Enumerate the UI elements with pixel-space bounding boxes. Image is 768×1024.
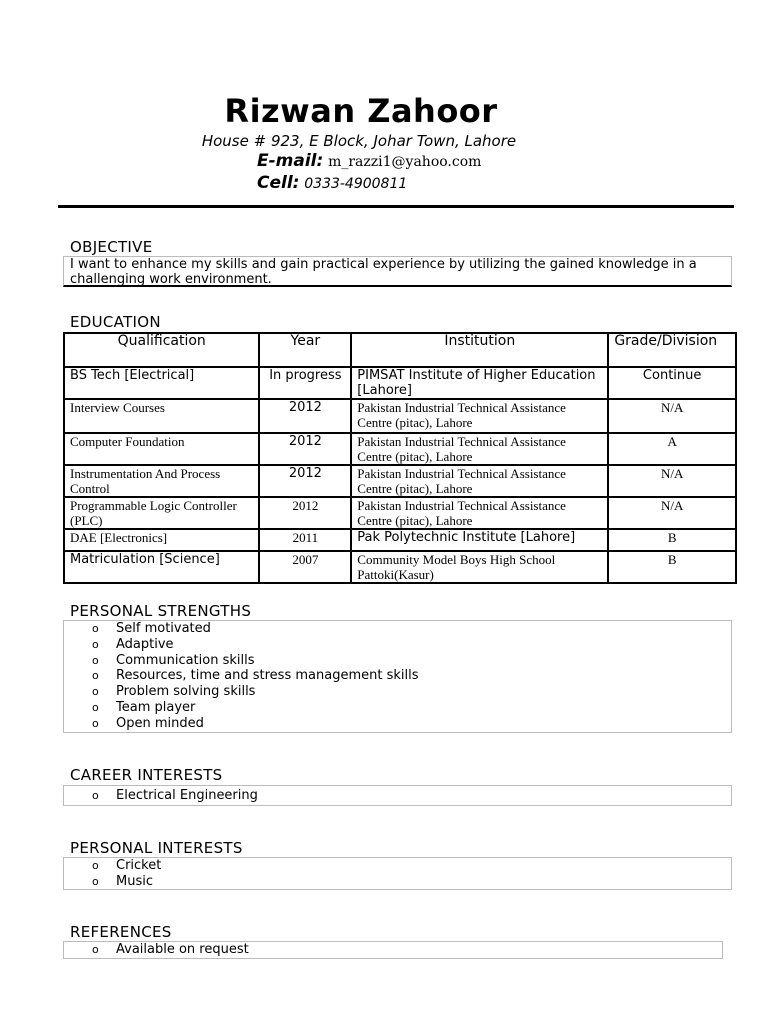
table-row: [64, 497, 736, 529]
list-item-text: Team player: [116, 699, 196, 715]
qualification-cell: Computer Foundation: [64, 433, 259, 465]
career-list: [64, 788, 731, 804]
institution-cell: Pakistan Industrial Technical Assistance Centre (pitac), Lahore: [351, 399, 608, 433]
cell-value: 0333-4900811: [304, 176, 408, 192]
bullet-icon: o: [92, 622, 99, 635]
year-cell: In progress: [259, 367, 351, 399]
column-header-grade: Grade/Division: [608, 333, 736, 367]
education-table: [63, 332, 737, 584]
grade-cell: N/A: [608, 497, 736, 529]
strengths-box: [63, 620, 732, 733]
list-item-text: Self motivated: [116, 621, 211, 636]
list-item: [64, 858, 731, 874]
strengths-heading: PERSONAL STRENGTHS: [70, 602, 252, 620]
institution-cell: Community Model Boys High School Pattoki(Kasur): [351, 551, 608, 583]
objective-heading: OBJECTIVE: [70, 238, 153, 256]
grade-cell: N/A: [608, 399, 736, 433]
year-cell: 2012: [259, 399, 351, 433]
bullet-icon: o: [92, 943, 99, 956]
list-item: [64, 700, 731, 716]
list-item: [64, 788, 731, 804]
list-item: [64, 637, 731, 653]
cell-line: [257, 173, 407, 193]
list-item-text: Electrical Engineering: [116, 788, 258, 803]
table-row: [64, 367, 736, 399]
education-header-row: [64, 333, 736, 367]
institution-cell: PIMSAT Institute of Higher Education [Lahore]: [351, 367, 608, 399]
list-item-text: Music: [116, 873, 153, 889]
institution-cell: Pakistan Industrial Technical Assistance Centre (pitac), Lahore: [351, 465, 608, 497]
list-item: [64, 621, 731, 637]
list-item: [64, 716, 731, 732]
career-heading: CAREER INTERESTS: [70, 766, 223, 784]
bullet-icon: o: [92, 685, 99, 699]
table-row: [64, 399, 736, 433]
personal-interests-box: [63, 857, 732, 890]
institution-cell: Pak Polytechnic Institute [Lahore]: [351, 529, 608, 551]
personal-interests-heading: PERSONAL INTERESTS: [70, 839, 243, 857]
bullet-icon: o: [92, 637, 99, 651]
list-item: [64, 668, 731, 684]
bullet-icon: o: [92, 859, 99, 872]
qualification-cell: DAE [Electronics]: [64, 529, 259, 551]
column-header-institution: Institution: [351, 333, 608, 367]
bullet-icon: o: [92, 789, 99, 802]
personal-interests-list: [64, 858, 731, 890]
grade-cell: Continue: [608, 367, 736, 399]
education-heading: EDUCATION: [70, 313, 161, 331]
objective-box: [63, 256, 732, 287]
year-cell: 2007: [259, 551, 351, 583]
grade-cell: B: [608, 529, 736, 551]
list-item: [64, 874, 731, 890]
institution-cell: Pakistan Industrial Technical Assistance Centre (pitac), Lahore: [351, 497, 608, 529]
references-list: [64, 942, 722, 958]
qualification-cell: Interview Courses: [64, 399, 259, 433]
cell-label: Cell:: [257, 173, 300, 193]
grade-cell: A: [608, 433, 736, 465]
address-line: House # 923, E Block, Johar Town, Lahore: [201, 132, 517, 150]
objective-text: I want to enhance my skills and gain practical experience by utilizing the gained knowledge in a challenging work environment.: [70, 257, 697, 287]
list-item-text: Available on request: [116, 942, 249, 957]
email-line: [257, 151, 481, 171]
year-cell: 2012: [259, 433, 351, 465]
list-item-text: Communication skills: [116, 652, 255, 668]
table-row: [64, 433, 736, 465]
list-item-text: Resources, time and stress management skills: [116, 668, 419, 684]
institution-cell: Pakistan Industrial Technical Assistance Centre (pitac), Lahore: [351, 433, 608, 465]
year-cell: 2012: [259, 465, 351, 497]
qualification-cell: BS Tech [Electrical]: [64, 367, 259, 399]
year-cell: 2011: [259, 529, 351, 551]
table-row: [64, 551, 736, 583]
year-cell: 2012: [259, 497, 351, 529]
grade-cell: B: [608, 551, 736, 583]
email-label: E-mail:: [257, 151, 324, 171]
grade-cell: N/A: [608, 465, 736, 497]
bullet-icon: o: [92, 874, 99, 888]
references-box: [63, 941, 723, 959]
list-item-text: Cricket: [116, 858, 162, 873]
references-heading: REFERENCES: [70, 923, 172, 941]
qualification-cell: Instrumentation And Process Control: [64, 465, 259, 497]
strengths-list: [64, 621, 731, 732]
qualification-cell: Programmable Logic Controller (PLC): [64, 497, 259, 529]
list-item: [64, 684, 731, 700]
qualification-cell: Matriculation [Science]: [64, 551, 259, 583]
list-item-text: Problem solving skills: [116, 684, 256, 700]
email-value: m_razzi1@yahoo.com: [328, 154, 482, 170]
table-row: [64, 529, 736, 551]
career-box: [63, 785, 732, 806]
header-divider: [58, 205, 734, 208]
list-item: [64, 653, 731, 669]
list-item-text: Adaptive: [116, 636, 174, 652]
table-row: [64, 465, 736, 497]
column-header-qualification: Qualification: [64, 333, 259, 367]
list-item-text: Open minded: [116, 715, 204, 731]
list-item: [64, 942, 722, 958]
bullet-icon: o: [92, 716, 99, 730]
bullet-icon: o: [92, 700, 99, 714]
bullet-icon: o: [92, 653, 99, 667]
column-header-year: Year: [259, 333, 351, 367]
resume-name: Rizwan Zahoor: [224, 92, 498, 130]
bullet-icon: o: [92, 669, 99, 683]
